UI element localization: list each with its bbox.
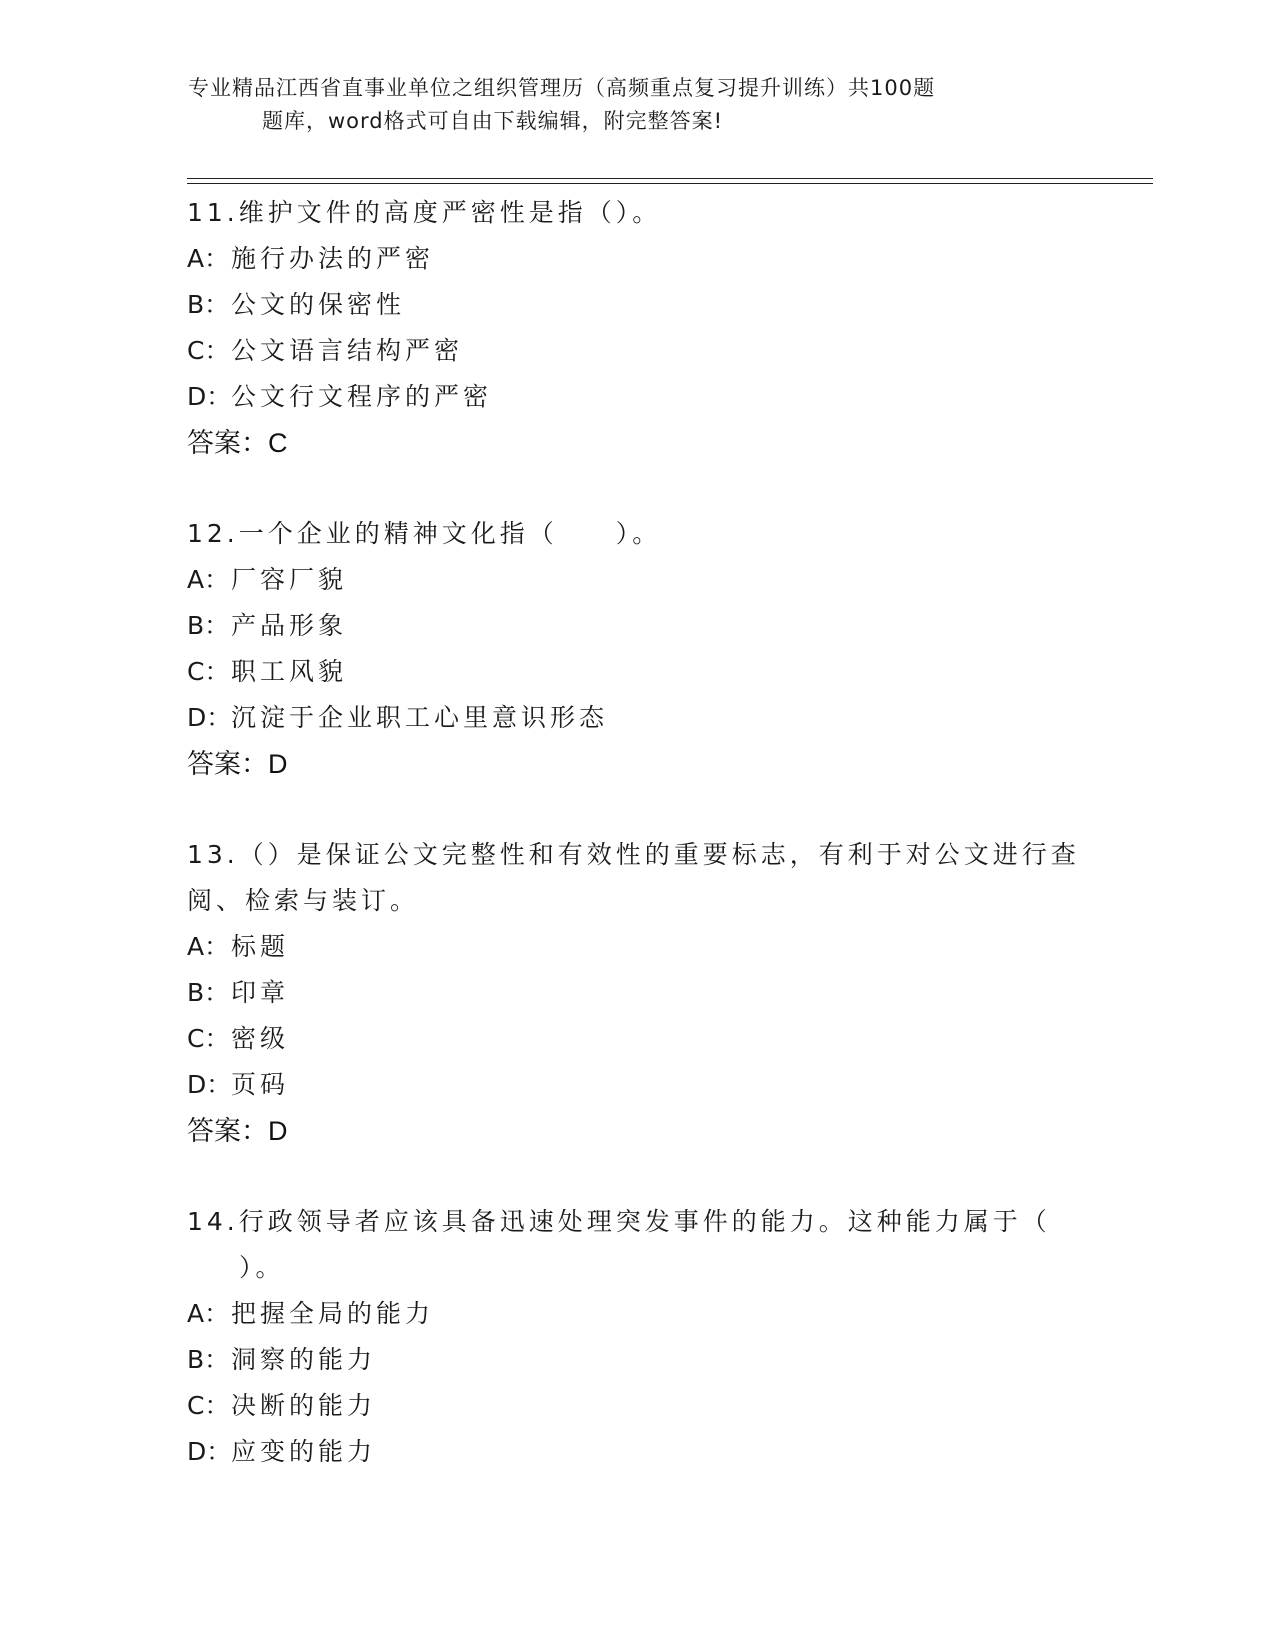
option-key: D： (187, 1070, 232, 1099)
option-c (187, 1016, 1087, 1062)
option-key: C： (187, 336, 230, 365)
option-text: 公文语言结构严密 (231, 336, 464, 365)
option-key: A： (187, 1299, 230, 1328)
option-key: C： (187, 1391, 230, 1420)
option-key: D： (187, 703, 232, 732)
option-key: A： (187, 932, 230, 961)
option-text: 把握全局的能力 (231, 1299, 435, 1328)
document-header (188, 72, 1048, 138)
question-spacer (187, 787, 1087, 832)
header-title-line2: 题库，word格式可自由下载编辑，附完整答案! (262, 109, 724, 133)
option-d (187, 1062, 1087, 1108)
question-stem-line: 14.行政领导者应该具备迅速处理突发事件的能力。这种能力属于（ (187, 1207, 1051, 1236)
question-item (187, 832, 1087, 1154)
question-stem-line: 12.一个企业的精神文化指（ ）。 (187, 519, 662, 548)
option-a (187, 1291, 1087, 1337)
option-key: A： (187, 244, 230, 273)
question-spacer (187, 466, 1087, 511)
option-text: 密级 (231, 1024, 290, 1053)
answer-line: 答案：C (187, 428, 288, 458)
option-b (187, 970, 1087, 1016)
option-c (187, 649, 1087, 695)
question-stem (187, 511, 1087, 557)
option-text: 产品形象 (231, 611, 348, 640)
option-d (187, 374, 1087, 420)
question-spacer (187, 1154, 1087, 1199)
option-text: 施行办法的严密 (231, 244, 435, 273)
option-key: D： (187, 382, 232, 411)
option-b (187, 282, 1087, 328)
option-c (187, 1383, 1087, 1429)
option-text: 页码 (231, 1070, 290, 1099)
question-stem (187, 190, 1087, 236)
option-text: 沉淀于企业职工心里意识形态 (231, 703, 609, 732)
option-a (187, 236, 1087, 282)
answer-line: 答案：D (187, 749, 288, 779)
option-b (187, 1337, 1087, 1383)
option-key: C： (187, 657, 230, 686)
question-stem (187, 1199, 1087, 1291)
question-stem-line: 阅、检索与装订。 (187, 886, 420, 915)
question-list (187, 190, 1087, 1475)
option-a (187, 557, 1087, 603)
answer-line: 答案：D (187, 1116, 288, 1146)
option-text: 公文的保密性 (231, 290, 406, 319)
option-b (187, 603, 1087, 649)
question-item (187, 1199, 1087, 1475)
header-divider-top (187, 178, 1153, 179)
option-key: B： (187, 290, 230, 319)
option-a (187, 924, 1087, 970)
question-stem-line: 11.维护文件的高度严密性是指（）。 (187, 198, 662, 227)
option-c (187, 328, 1087, 374)
question-item (187, 511, 1087, 787)
option-key: A： (187, 565, 230, 594)
option-key: B： (187, 978, 230, 1007)
question-stem (187, 832, 1087, 924)
option-key: B： (187, 611, 230, 640)
option-d (187, 1429, 1087, 1475)
option-text: 决断的能力 (231, 1391, 377, 1420)
option-text: 厂容厂貌 (231, 565, 348, 594)
header-divider-bottom (187, 183, 1153, 184)
option-key: C： (187, 1024, 230, 1053)
option-text: 标题 (231, 932, 290, 961)
option-text: 印章 (231, 978, 290, 1007)
option-d (187, 695, 1087, 741)
option-key: B： (187, 1345, 230, 1374)
option-text: 应变的能力 (231, 1437, 377, 1466)
option-text: 公文行文程序的严密 (231, 382, 493, 411)
question-stem-line: ）。 (239, 1253, 285, 1282)
question-stem-line: 13.（）是保证公文完整性和有效性的重要标志，有利于对公文进行查 (187, 840, 1080, 869)
header-title-line1: 专业精品江西省直事业单位之组织管理历（高频重点复习提升训练）共100题 (188, 76, 936, 100)
option-text: 洞察的能力 (231, 1345, 377, 1374)
option-text: 职工风貌 (231, 657, 348, 686)
option-key: D： (187, 1437, 232, 1466)
question-item (187, 190, 1087, 466)
